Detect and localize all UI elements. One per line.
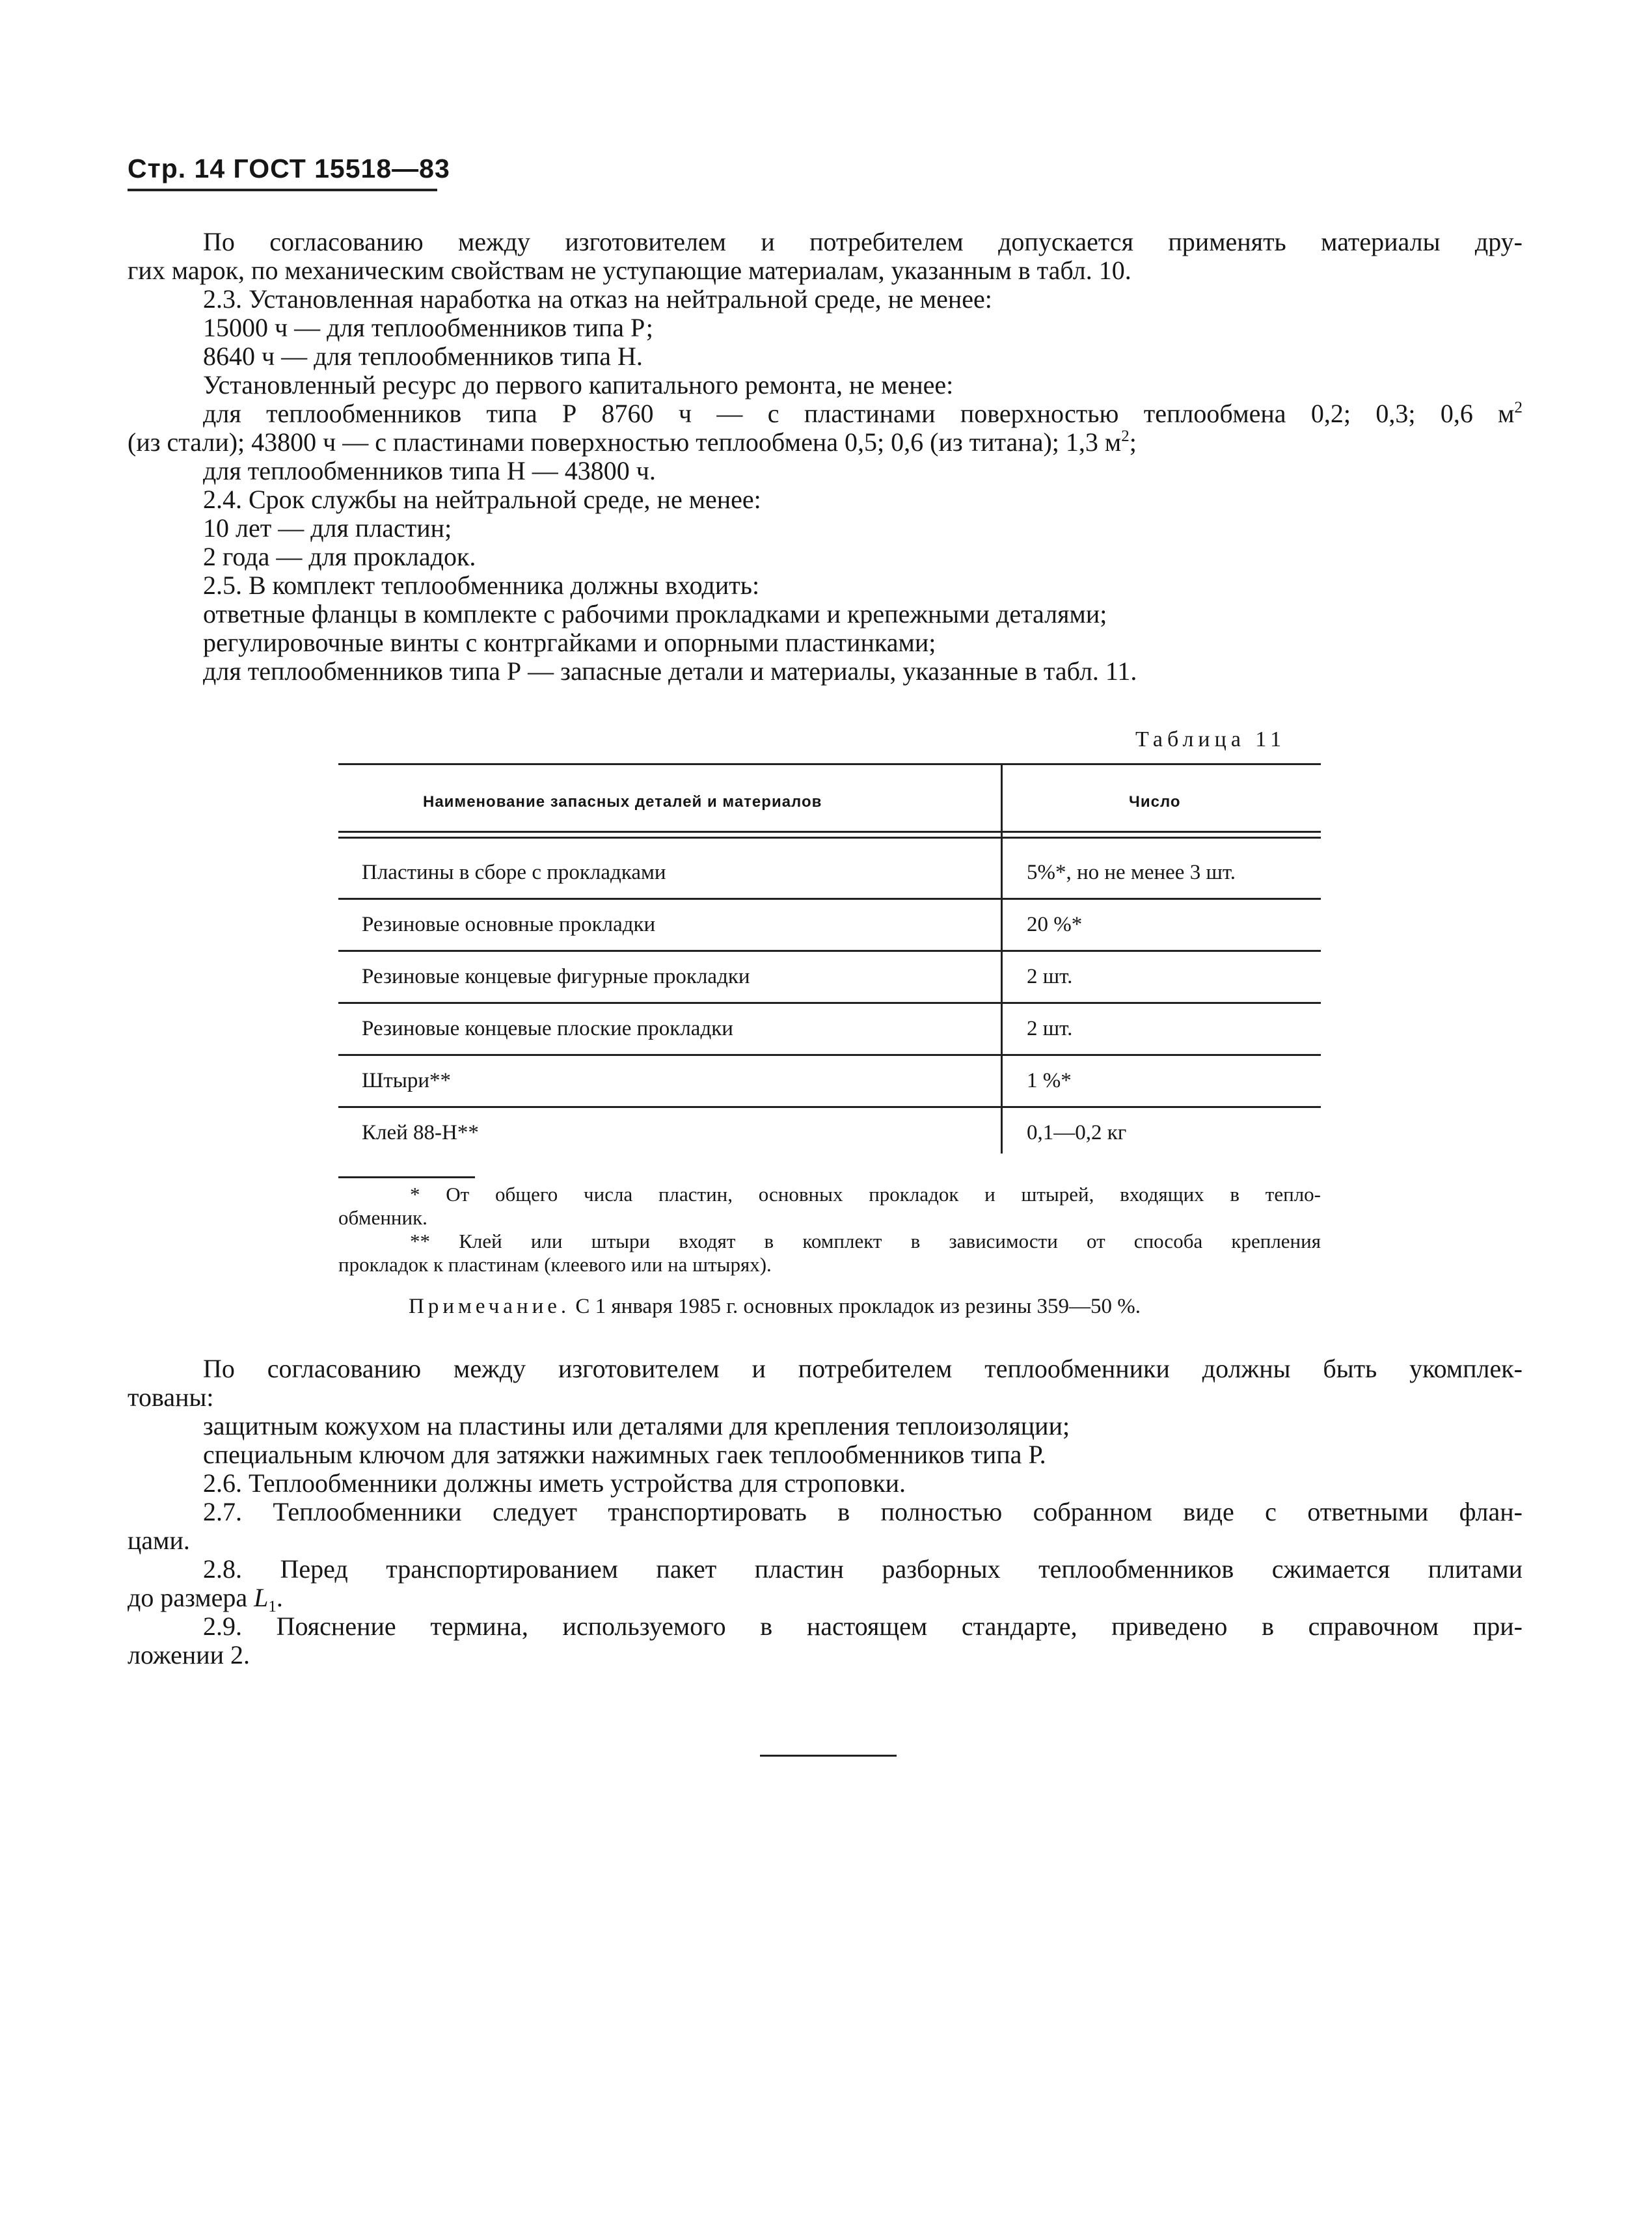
paragraph-line: ложении 2. [128,1640,251,1669]
superscript: 2 [1514,399,1523,416]
clause-2-8: 2.8. Перед транспортированием пакет пластин разборных теплообменников сжимается плитами [203,1554,1523,1584]
table-note [409,1295,1141,1319]
page-header: Стр. 14 ГОСТ 15518—83 [128,154,450,183]
clause-2-6: 2.6. Теплообменники должны иметь устройства для строповки. [203,1468,906,1498]
symbol-L: L [254,1583,269,1612]
note-label: Примечание. [409,1295,571,1318]
list-item: специальным ключом для затяжки нажимных гаек теплообменников типа Р. [203,1440,1046,1469]
header-underline [128,189,437,191]
clause-2-4: 2.4. Срок службы на нейтральной среде, не менее: [203,485,761,514]
paragraph-line: тованы: [128,1383,214,1412]
paragraph-line: для теплообменников типа Н — 43800 ч. [203,456,656,485]
note-text: С 1 января 1985 г. основных прокладок из резины 359—50 %. [570,1295,1141,1318]
table-cell-name: Резиновые основные прокладки [362,913,656,936]
footnote-1: * От общего числа пластин, основных прокладок и штырей, входящих в тепло- [410,1183,1321,1206]
footnote-2-cont: прокладок к пластинам (клеевого или на штырях). [338,1253,772,1276]
list-item: 15000 ч — для теплообменников типа Р; [203,313,653,342]
list-item: 10 лет — для пластин; [203,513,452,543]
body-bottom [128,1355,1523,1669]
paragraph-line: По согласованию между изготовителем и потребителем допускается применять материалы дру- [203,227,1523,256]
text-span: ; [1129,427,1137,457]
paragraph-line: Установленный ресурс до первого капитального ремонта, не менее: [203,370,954,399]
text-span: . [276,1583,283,1612]
list-item: 2 года — для прокладок. [203,542,476,571]
table-cell-qty: 5%*, но не менее 3 шт. [1027,861,1236,884]
paragraph-line: По согласованию между изготовителем и потребителем теплообменники должны быть укомплек- [203,1354,1523,1383]
paragraph-line [128,399,1523,428]
clause-2-9: 2.9. Пояснение термина, используемого в настоящем стандарте, приведено в справочном при- [203,1612,1523,1641]
table-cell-qty: 2 шт. [1027,1017,1073,1040]
table-footnotes [338,1183,1321,1277]
list-item: защитным кожухом на пластины или деталями для крепления теплоизоляции; [203,1411,1070,1440]
superscript: 2 [1121,427,1130,445]
table-top-rule [338,763,1321,765]
paragraph-line [128,428,1523,457]
subscript: 1 [268,1598,277,1615]
table-row [338,1004,1321,1056]
table-row [338,952,1321,1004]
clause-2-5: 2.5. В комплект теплообменника должны входить: [203,571,760,600]
table-cell-name: Штыри** [362,1069,452,1092]
list-item: регулировочные винты с контргайками и опорными пластинками; [203,628,936,657]
list-item: 8640 ч — для теплообменников типа Н. [203,342,643,371]
table-cell-qty: 0,1—0,2 кг [1027,1121,1127,1144]
text-span: до размера [128,1583,254,1612]
header-rule-double [338,837,1321,839]
table-cell-name: Резиновые концевые плоские прокладки [362,1017,733,1040]
table-row [338,848,1321,900]
end-rule [760,1755,897,1757]
text-span: (из стали); 43800 ч — с пластинами поверхностью теплообмена 0,5; 0,6 (из титана); 1,3 м [128,427,1122,457]
table-caption: Таблица 11 [1135,727,1286,751]
list-item: для теплообменников типа Р — запасные детали и материалы, указанные в табл. 11. [203,656,1137,686]
clause-2-7: 2.7. Теплообменники следует транспортировать в полностью собранном виде с ответными флан- [203,1497,1523,1526]
table-cell-qty: 2 шт. [1027,965,1073,988]
column-header-name: Наименование запасных деталей и материалов [423,793,822,811]
paragraph-line: гих марок, по механическим свойствам не уступающие материалам, указанным в табл. 10. [128,256,1131,285]
list-item: ответные фланцы в комплекте с рабочими прокладками и крепежными деталями; [203,599,1107,628]
table-row [338,1108,1321,1160]
footnote-rule [338,1176,475,1178]
table-cell-qty: 20 %* [1027,913,1083,936]
table-row [338,900,1321,952]
table-cell-qty: 1 %* [1027,1069,1072,1092]
footnote-2: ** Клей или штыри входят в комплект в зависимости от способа крепления [410,1230,1321,1252]
column-header-qty: Число [1129,793,1181,811]
paragraph-line [128,1583,1523,1615]
text-span: для теплообменников типа Р 8760 ч — с пластинами поверхностью теплообмена 0,2; 0,3; 0,6 м [203,399,1515,428]
footnote-1-cont: обменник. [338,1206,427,1229]
header-rule [338,831,1321,833]
clause-2-3: 2.3. Установленная наработка на отказ на нейтральной среде, не менее: [203,284,992,314]
paragraph-line: цами. [128,1526,190,1555]
body-top [128,228,1523,686]
table-cell-name: Клей 88-Н** [362,1121,479,1144]
table-cell-name: Резиновые концевые фигурные прокладки [362,965,750,988]
table-row [338,1056,1321,1108]
table-cell-name: Пластины в сборе с прокладками [362,861,666,884]
